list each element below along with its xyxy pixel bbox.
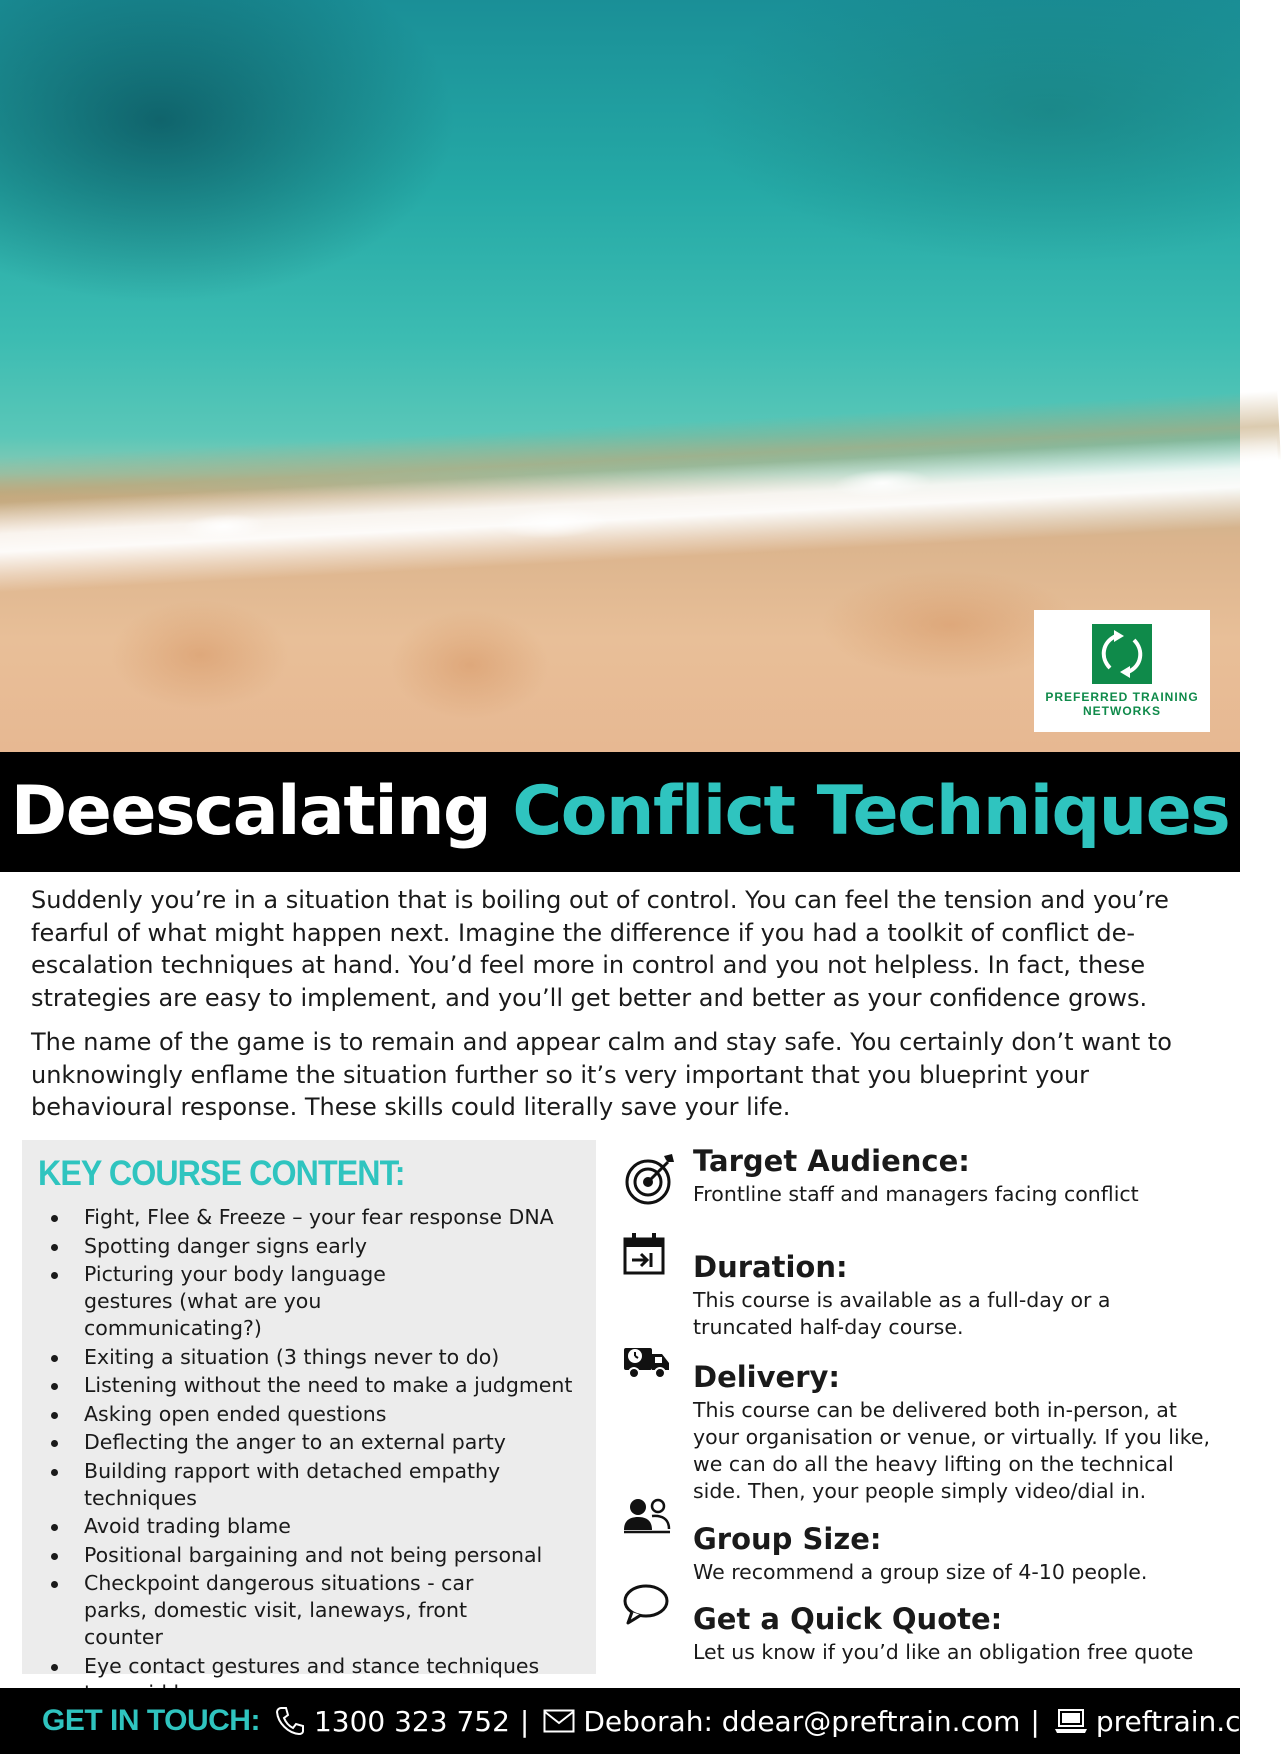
website-link[interactable]: preftrain.com <box>1095 1704 1285 1738</box>
delivery-text: This course can be delivered both in-person, at your organisation or venue, or virtually. If you like, we can do all the heavy lifting on the technical side. Then, your people simply video/dial in. <box>693 1398 1210 1503</box>
list-item: Fight, Flee & Freeze – your fear response DNA <box>84 1204 596 1231</box>
truck-icon <box>622 1342 672 1386</box>
company-logo <box>1034 610 1210 732</box>
list-item: Listening without the need to make a judgment <box>84 1372 596 1399</box>
calendar-icon <box>622 1232 666 1280</box>
hero-beach-image <box>0 0 1240 752</box>
list-item: Exiting a situation (3 things never to do) <box>84 1344 596 1371</box>
sand-cusp <box>110 600 290 710</box>
list-item: Avoid trading blame <box>84 1513 596 1540</box>
delivery-section <box>693 1360 1213 1505</box>
title-part2: Conflict Techniques <box>512 772 1230 851</box>
list-item: Asking open ended questions <box>84 1401 596 1428</box>
list-item: Checkpoint dangerous situations - car parks, domestic visit, laneways, front counter <box>84 1570 596 1651</box>
separator: | <box>1030 1704 1040 1738</box>
phone-number[interactable]: 1300 323 752 <box>313 1704 510 1738</box>
duration-section <box>693 1250 1213 1341</box>
group-size-text: We recommend a group size of 4-10 people. <box>693 1560 1148 1584</box>
target-audience-text: Frontline staff and managers facing conflict <box>693 1182 1139 1206</box>
intro-paragraph-2: The name of the game is to remain and appear calm and stay safe. You certainly don’t want to unknowingly enflame the situation further so it’s very important that you blueprint your behavioural response. These skills could literally save your life. <box>31 1028 1172 1121</box>
list-item: Building rapport with detached empathy techniques <box>84 1458 596 1512</box>
group-size-heading: Group Size: <box>693 1522 882 1556</box>
target-audience-heading: Target Audience: <box>693 1144 970 1178</box>
phone-icon <box>274 1705 306 1737</box>
key-content-heading: KEY COURSE CONTENT: <box>38 1154 405 1193</box>
list-item: Deflecting the anger to an external party <box>84 1429 596 1456</box>
sand-cusp <box>390 610 550 720</box>
quick-quote-heading: Get a Quick Quote: <box>693 1602 1003 1636</box>
page-title <box>10 772 1230 851</box>
title-part1: Deescalating <box>10 772 491 851</box>
laptop-icon <box>1054 1708 1088 1734</box>
delivery-heading: Delivery: <box>693 1360 840 1394</box>
logo-text-line1: PREFERRED TRAINING <box>1045 690 1199 704</box>
chat-bubble-icon <box>622 1582 670 1630</box>
duration-heading: Duration: <box>693 1250 848 1284</box>
email-contact[interactable]: Deborah: ddear@preftrain.com <box>583 1704 1021 1738</box>
envelope-icon <box>543 1709 575 1733</box>
separator: | <box>519 1704 530 1738</box>
target-audience-section <box>693 1144 1213 1208</box>
logo-arrows-icon <box>1092 624 1152 684</box>
intro-paragraph-1: Suddenly you’re in a situation that is boiling out of control. You can feel the tension and you’re fearful of what might happen next. Imagine the difference if you had a toolkit of conflict de-escalation techniques at hand. You’d feel more in control and you not helpless. In fact, these strategies are easy to implement, and you’ll get better and better as your confidence grows. <box>31 886 1169 1012</box>
list-item: Picturing your body language gestures (what are you communicating?) <box>84 1261 596 1342</box>
list-item: Eye contact gestures and stance techniques <box>84 1653 596 1707</box>
quick-quote-text: Let us know if you’d like an obligation free quote <box>693 1640 1194 1664</box>
duration-text: This course is available as a full-day or a truncated half-day course. <box>693 1288 1111 1339</box>
get-in-touch-label: GET IN TOUCH: <box>42 1704 260 1737</box>
list-item: Spotting danger signs early <box>84 1233 596 1260</box>
logo-text-line2: NETWORKS <box>1083 704 1161 718</box>
key-course-content-box <box>22 1140 596 1678</box>
intro-section <box>31 884 1211 1136</box>
group-size-section <box>693 1522 1213 1586</box>
key-content-list <box>22 1204 596 1707</box>
people-icon <box>622 1496 672 1538</box>
title-bar <box>0 752 1240 872</box>
list-item: Positional bargaining and not being personal <box>84 1542 596 1569</box>
footer-contact-bar <box>0 1688 1285 1754</box>
quick-quote-section <box>693 1602 1213 1666</box>
target-icon <box>622 1150 678 1210</box>
